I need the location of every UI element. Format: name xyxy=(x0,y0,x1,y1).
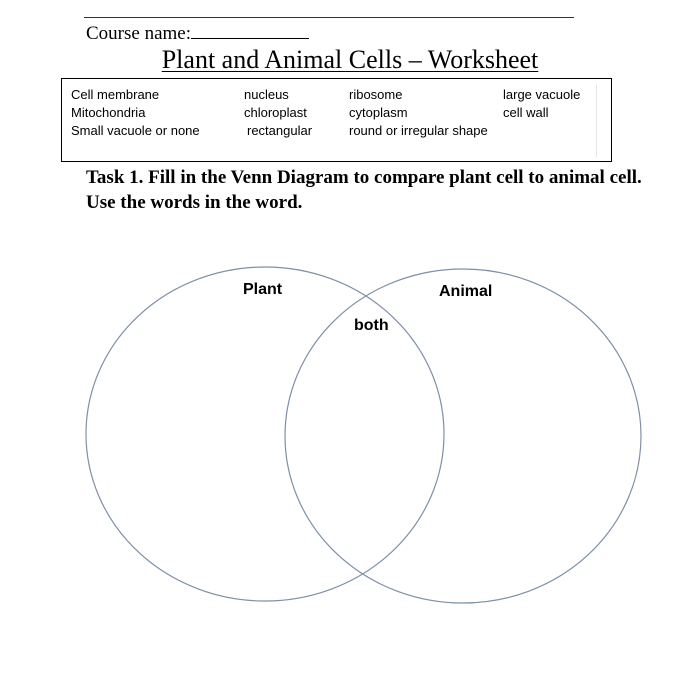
venn-animal-label: Animal xyxy=(439,283,493,300)
worksheet-title-text: Plant and Animal Cells – Worksheet xyxy=(161,45,539,74)
course-name-label: Course name: xyxy=(86,23,192,44)
word-bank-item: ribosome xyxy=(349,87,403,102)
venn-plant-circle[interactable] xyxy=(86,267,444,601)
word-bank-item: Mitochondria xyxy=(71,105,146,120)
word-bank-item: cytoplasm xyxy=(349,105,408,120)
word-bank-item: nucleus xyxy=(244,87,289,102)
word-bank-item: large vacuole xyxy=(503,87,581,102)
word-bank-item: rectangular xyxy=(247,123,313,138)
word-bank-item: Small vacuole or none xyxy=(71,123,200,138)
task-instructions: Task 1. Fill in the Venn Diagram to compare plant cell to animal cell. Use the words in the word. xyxy=(86,167,642,213)
word-bank-item: chloroplast xyxy=(244,105,307,120)
word-bank-item: Cell membrane xyxy=(71,87,160,102)
venn-plant-label: Plant xyxy=(243,281,283,298)
venn-animal-circle[interactable] xyxy=(285,269,641,603)
venn-overlap-label: both xyxy=(354,317,389,334)
word-bank-item: round or irregular shape xyxy=(349,123,488,138)
word-bank-item: cell wall xyxy=(503,105,549,120)
